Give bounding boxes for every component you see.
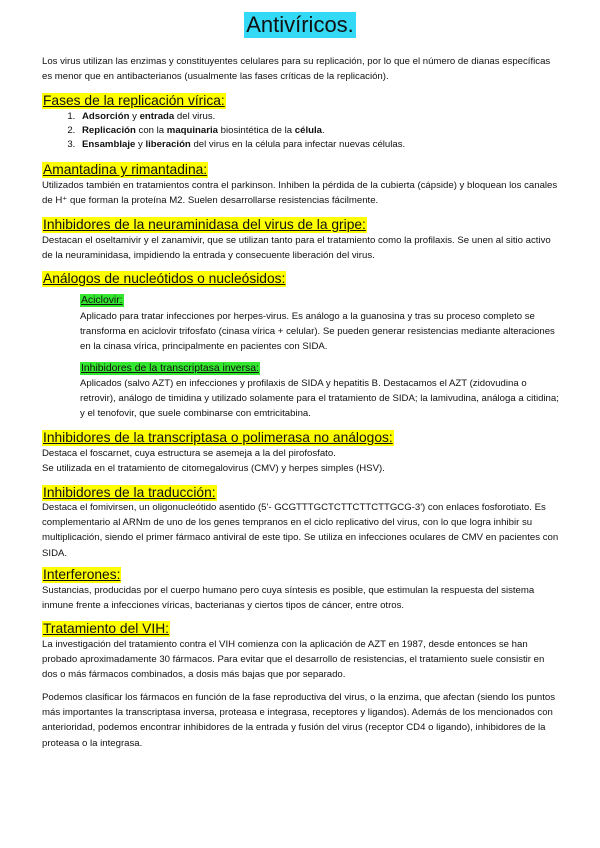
transcriptasa-paragraph: Aplicados (salvo AZT) en infecciones y profilaxis de SIDA y hepatitis B. Destacamos el AZT (zidovudina o retrovir), análogo de timidina y utilizado solamente para el tratamiento de SIDA; la lamivudina, análoga a citidina; y el tenofovir, que suele combinarse con emtricitabina. (80, 378, 559, 420)
interferones-paragraph: Sustancias, producidas por el cuerpo humano pero cuya síntesis es posible, que estimulan la respuesta del sistema inmune frente a infecciones víricas, bacterianas y ciertos tipos de cáncer, entre otros. (42, 585, 535, 612)
vih-paragraph-1: La investigación del tratamiento contra el VIH comienza con la aplicación de AZT en 1987, desde entonces se han probado aproximadamente 30 fármacos. Para evitar que el desarrollo de resistencias, el tratamiento suele consistir en dos o más fármacos combinados, a dosis más bajas que por separado. (42, 639, 545, 681)
heading-neuraminidasa: Inhibidores de la neuraminidasa del virus de la gripe: (43, 217, 366, 232)
heading-no-analogos: Inhibidores de la transcriptasa o polimerasa no análogos: (43, 430, 393, 445)
no-analogos-line-1: Destaca el foscarnet, cuya estructura se asemeja a la del pirofosfato. (42, 448, 336, 459)
traduccion-paragraph: Destaca el fomivirsen, un oligonucleótido asentido (5'- GCGTTTGCTCTTCTTCTTGCG-3') con enlaces fosforotiato. Es complementario al ARNm de uno de los genes tempranos en el ciclo replicativo del virus, con lo que logra inhibir su multiplicación, siendo el primer fármaco antiviral de este tipo. Se utiliza en infecciones oculares de CMV en pacientes con SIDA. (42, 502, 559, 559)
neuraminidasa-paragraph: Destacan el oseltamivir y el zanamivir, que se utilizan tanto para el tratamiento como la profilaxis. Se unen al sitio activo de la neuraminidasa, impidiendo la entrada y consecuente liberación del virus. (42, 235, 551, 262)
heading-analogos: Análogos de nucleótidos o nucleósidos: (43, 271, 286, 286)
no-analogos-line-2: Se utilizada en el tratamiento de citomegalovirus (CMV) y herpes simples (HSV). (42, 463, 385, 474)
heading-fases: Fases de la replicación vírica: (43, 93, 225, 108)
aciclovir-paragraph: Aplicado para tratar infecciones por herpes-virus. Es análogo a la guanosina y tras su proceso completo se transforma en aciclovir trifosfato (cinasa vírica + celular). Se pueden generar resistencias mediante alteraciones en la cinasa vírica, principalmente en pacientes con SIDA. (80, 311, 555, 353)
list-item: 2. Replicación con la maquinaria biosintética de la célula. (78, 124, 578, 138)
fases-list (42, 110, 578, 152)
heading-vih: Tratamiento del VIH: (43, 621, 170, 636)
heading-amantadina: Amantadina y rimantadina: (43, 162, 208, 177)
list-item: 1. Adsorción y entrada del virus. (78, 110, 578, 124)
amantadina-paragraph: Utilizados también en tratamientos contra el parkinson. Inhiben la pérdida de la cubierta (cápside) y bloquean los canales de H⁺ que forman la proteína M2. Suelen desarrollarse resistencias fácilmente. (42, 180, 558, 207)
intro-paragraph: Los virus utilizan las enzimas y constituyentes celulares para su replicación, por lo que el número de dianas específicas es menor que en antibacterianos (usualmente las fases críticas de la replicación). (42, 56, 551, 83)
list-item: 3. Ensamblaje y liberación del virus en la célula para infectar nuevas células. (78, 138, 578, 152)
page-title: Antivíricos. (246, 12, 354, 37)
subheading-aciclovir: Aciclovir: (81, 295, 123, 306)
heading-traduccion: Inhibidores de la traducción: (43, 485, 216, 500)
subheading-transcriptasa: Inhibidores de la transcriptasa inversa: (81, 363, 259, 374)
vih-paragraph-2: Podemos clasificar los fármacos en función de la fase reproductiva del virus, o la enzima, que afectan (siendo los puntos más importantes la transcriptasa inversa, proteasa e integrasa, receptores y ligandos). Además de los mencionados con anterioridad, podemos encontrar inhibidores de la entrada y fusión del virus (receptor CD4 o ligando), inhibidores de la proteasa o la integrasa. (42, 692, 556, 749)
heading-interferones: Interferones: (43, 567, 121, 582)
